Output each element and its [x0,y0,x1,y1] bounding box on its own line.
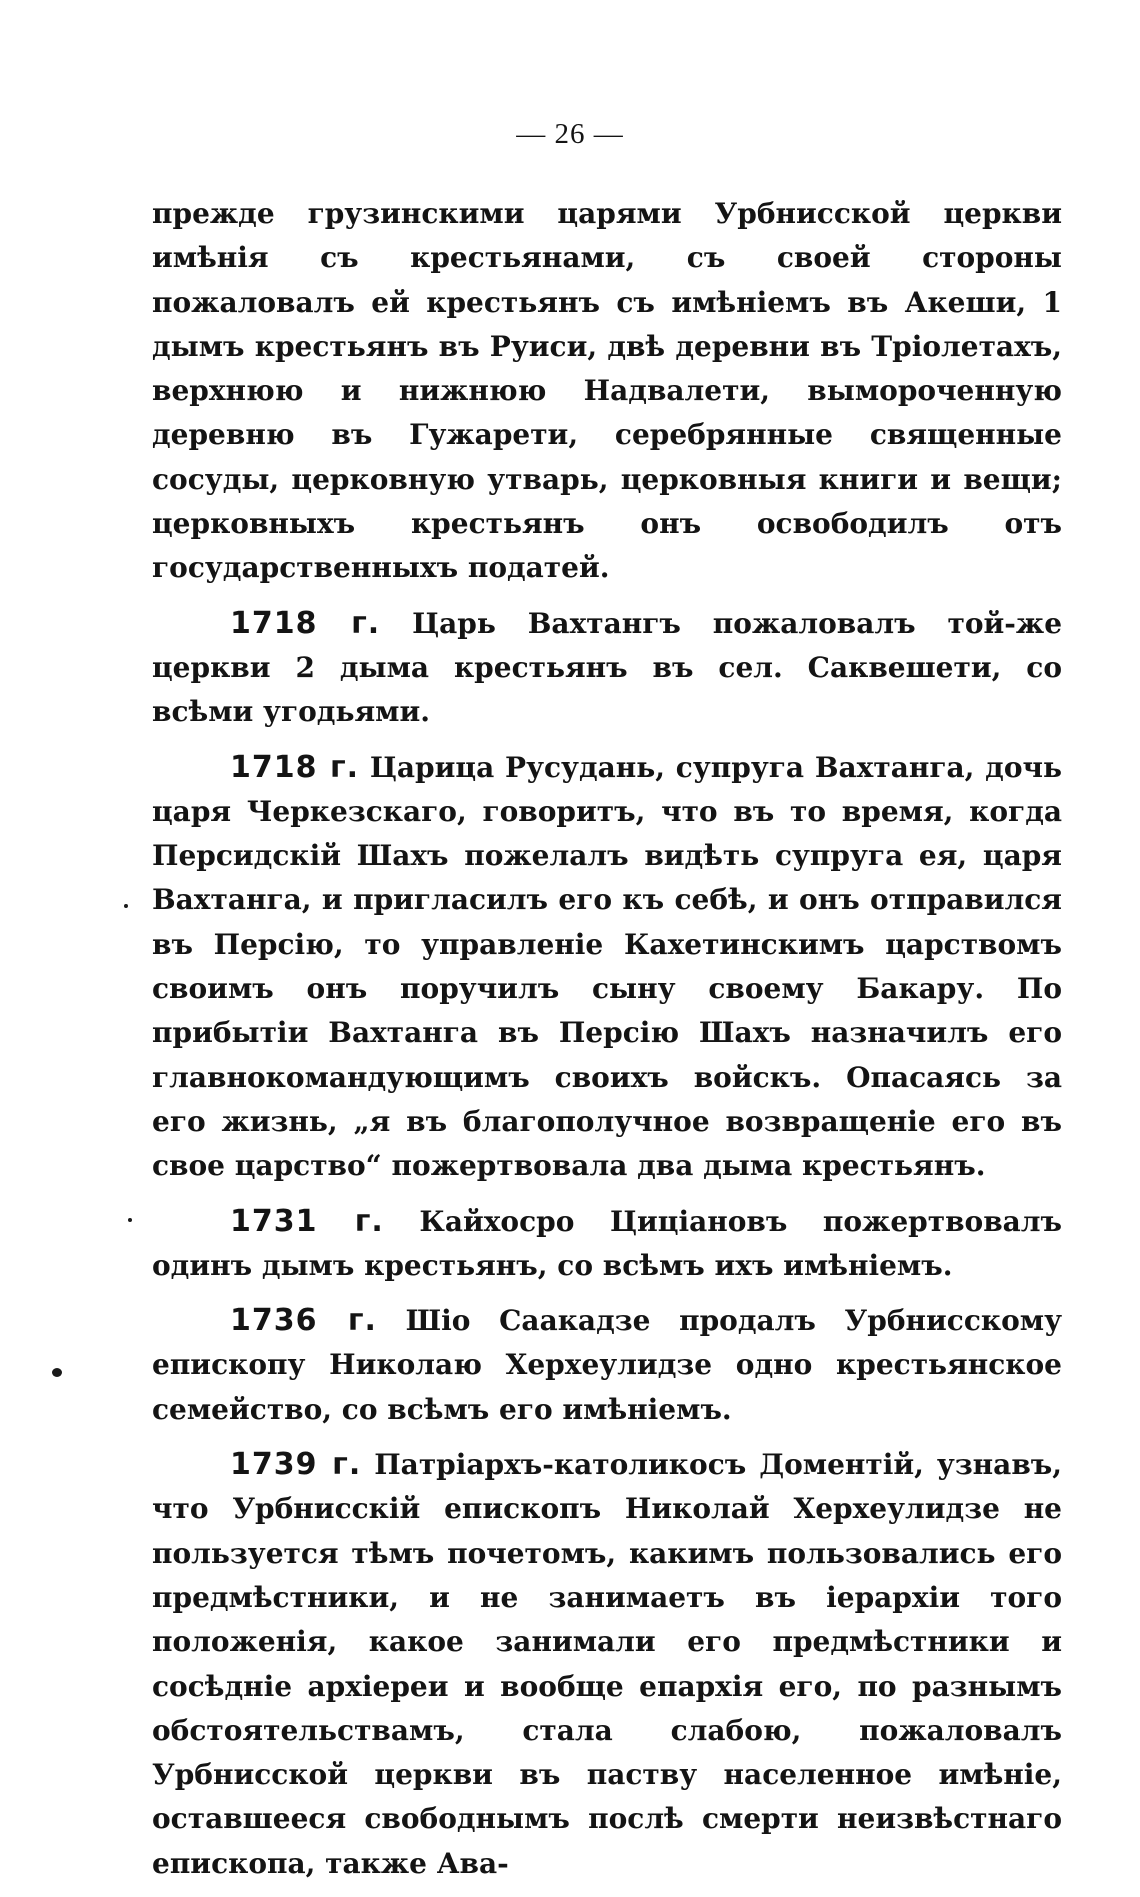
body-text [152,192,1062,1897]
paragraph-1731 [152,1200,1062,1289]
paragraph-1739 [152,1443,1062,1886]
paragraph-1718-vakhtang [152,602,1062,735]
paragraph-1718-rusudan [152,746,1062,1189]
ink-speck-mark [124,904,128,908]
page-number: — 26 — [516,118,624,150]
paragraph-continuation [152,192,1062,591]
paragraph-text: Царица Русудань, супруга Вахтанга, дочь царя Черкезскаго, говоритъ, что въ то время, когда Персидскій Шахъ пожелалъ видѣть супруга ея, царя Вахтанга, и пригласилъ его къ себѣ, и онъ отправился въ Персію, то управленіе Кахетинскимъ царствомъ своимъ онъ поручилъ сыну своему Бакару. По прибытіи Вахтанга въ Персію Шахъ назначилъ его главнокомандующимъ своихъ войскъ. Опасаясь за его жизнь, „я въ благополучное возвращеніе его въ свое царство“ пожертвовала два дыма крестьянъ. [152,750,1063,1183]
ink-speck-mark [52,1368,62,1377]
paragraph-text: прежде грузинскими царями Урбнисской церкви имѣнія съ крестьянами, съ своей стороны пожаловалъ ей крестьянъ съ имѣніемъ въ Акеши, 1 дымъ крестьянъ въ Руиси, двѣ деревни въ Тріолетахъ, верхнюю и нижнюю Надвалети, вымороченную деревню въ Гужарети, серебрянные священные сосуды, церковную утварь, церковныя книги и вещи; церковныхъ крестьянъ онъ освободилъ отъ государственныхъ податей. [152,197,1062,585]
year-label: 1718 г. [230,605,381,641]
paragraph-1736 [152,1299,1062,1432]
year-label: 1739 г. [230,1447,362,1483]
year-label: 1718 г. [230,749,360,785]
year-label: 1731 г. [230,1203,384,1239]
paragraph-text: Шіо Саакадзе продалъ Урбнисскому епископу Николаю Херхеулидзе одно крестьянское семейство, со всѣмъ его имѣніемъ. [152,1304,1063,1426]
paragraph-text: Царь Вахтангъ пожаловалъ той-же церкви 2 дыма крестьянъ въ сел. Саквешети, со всѣми угодьями. [152,606,1063,729]
year-label: 1736 г. [230,1303,377,1339]
paragraph-text: Кайхосро Циціановъ пожертвовалъ одинъ дымъ крестьянъ, со всѣмъ ихъ имѣніемъ. [152,1204,1063,1282]
ink-speck-mark [128,1218,132,1222]
paragraph-text: Патріархъ-католикосъ Доментій, узнавъ, что Урбнисскій епископъ Николай Херхеулидзе не пользуется тѣмъ почетомъ, какимъ пользовались его предмѣстники, и не занимаетъ въ іерархіи того положенія, какое занимали его предмѣстники и сосѣдніе архіереи и вообще епархія его, по разнымъ обстоятельствамъ, стала слабою, пожаловалъ Урбнисской церкви въ паству населенное имѣніе, оставшееся свободнымъ послѣ смерти неизвѣстнаго епископа, также Ава- [152,1448,1062,1880]
